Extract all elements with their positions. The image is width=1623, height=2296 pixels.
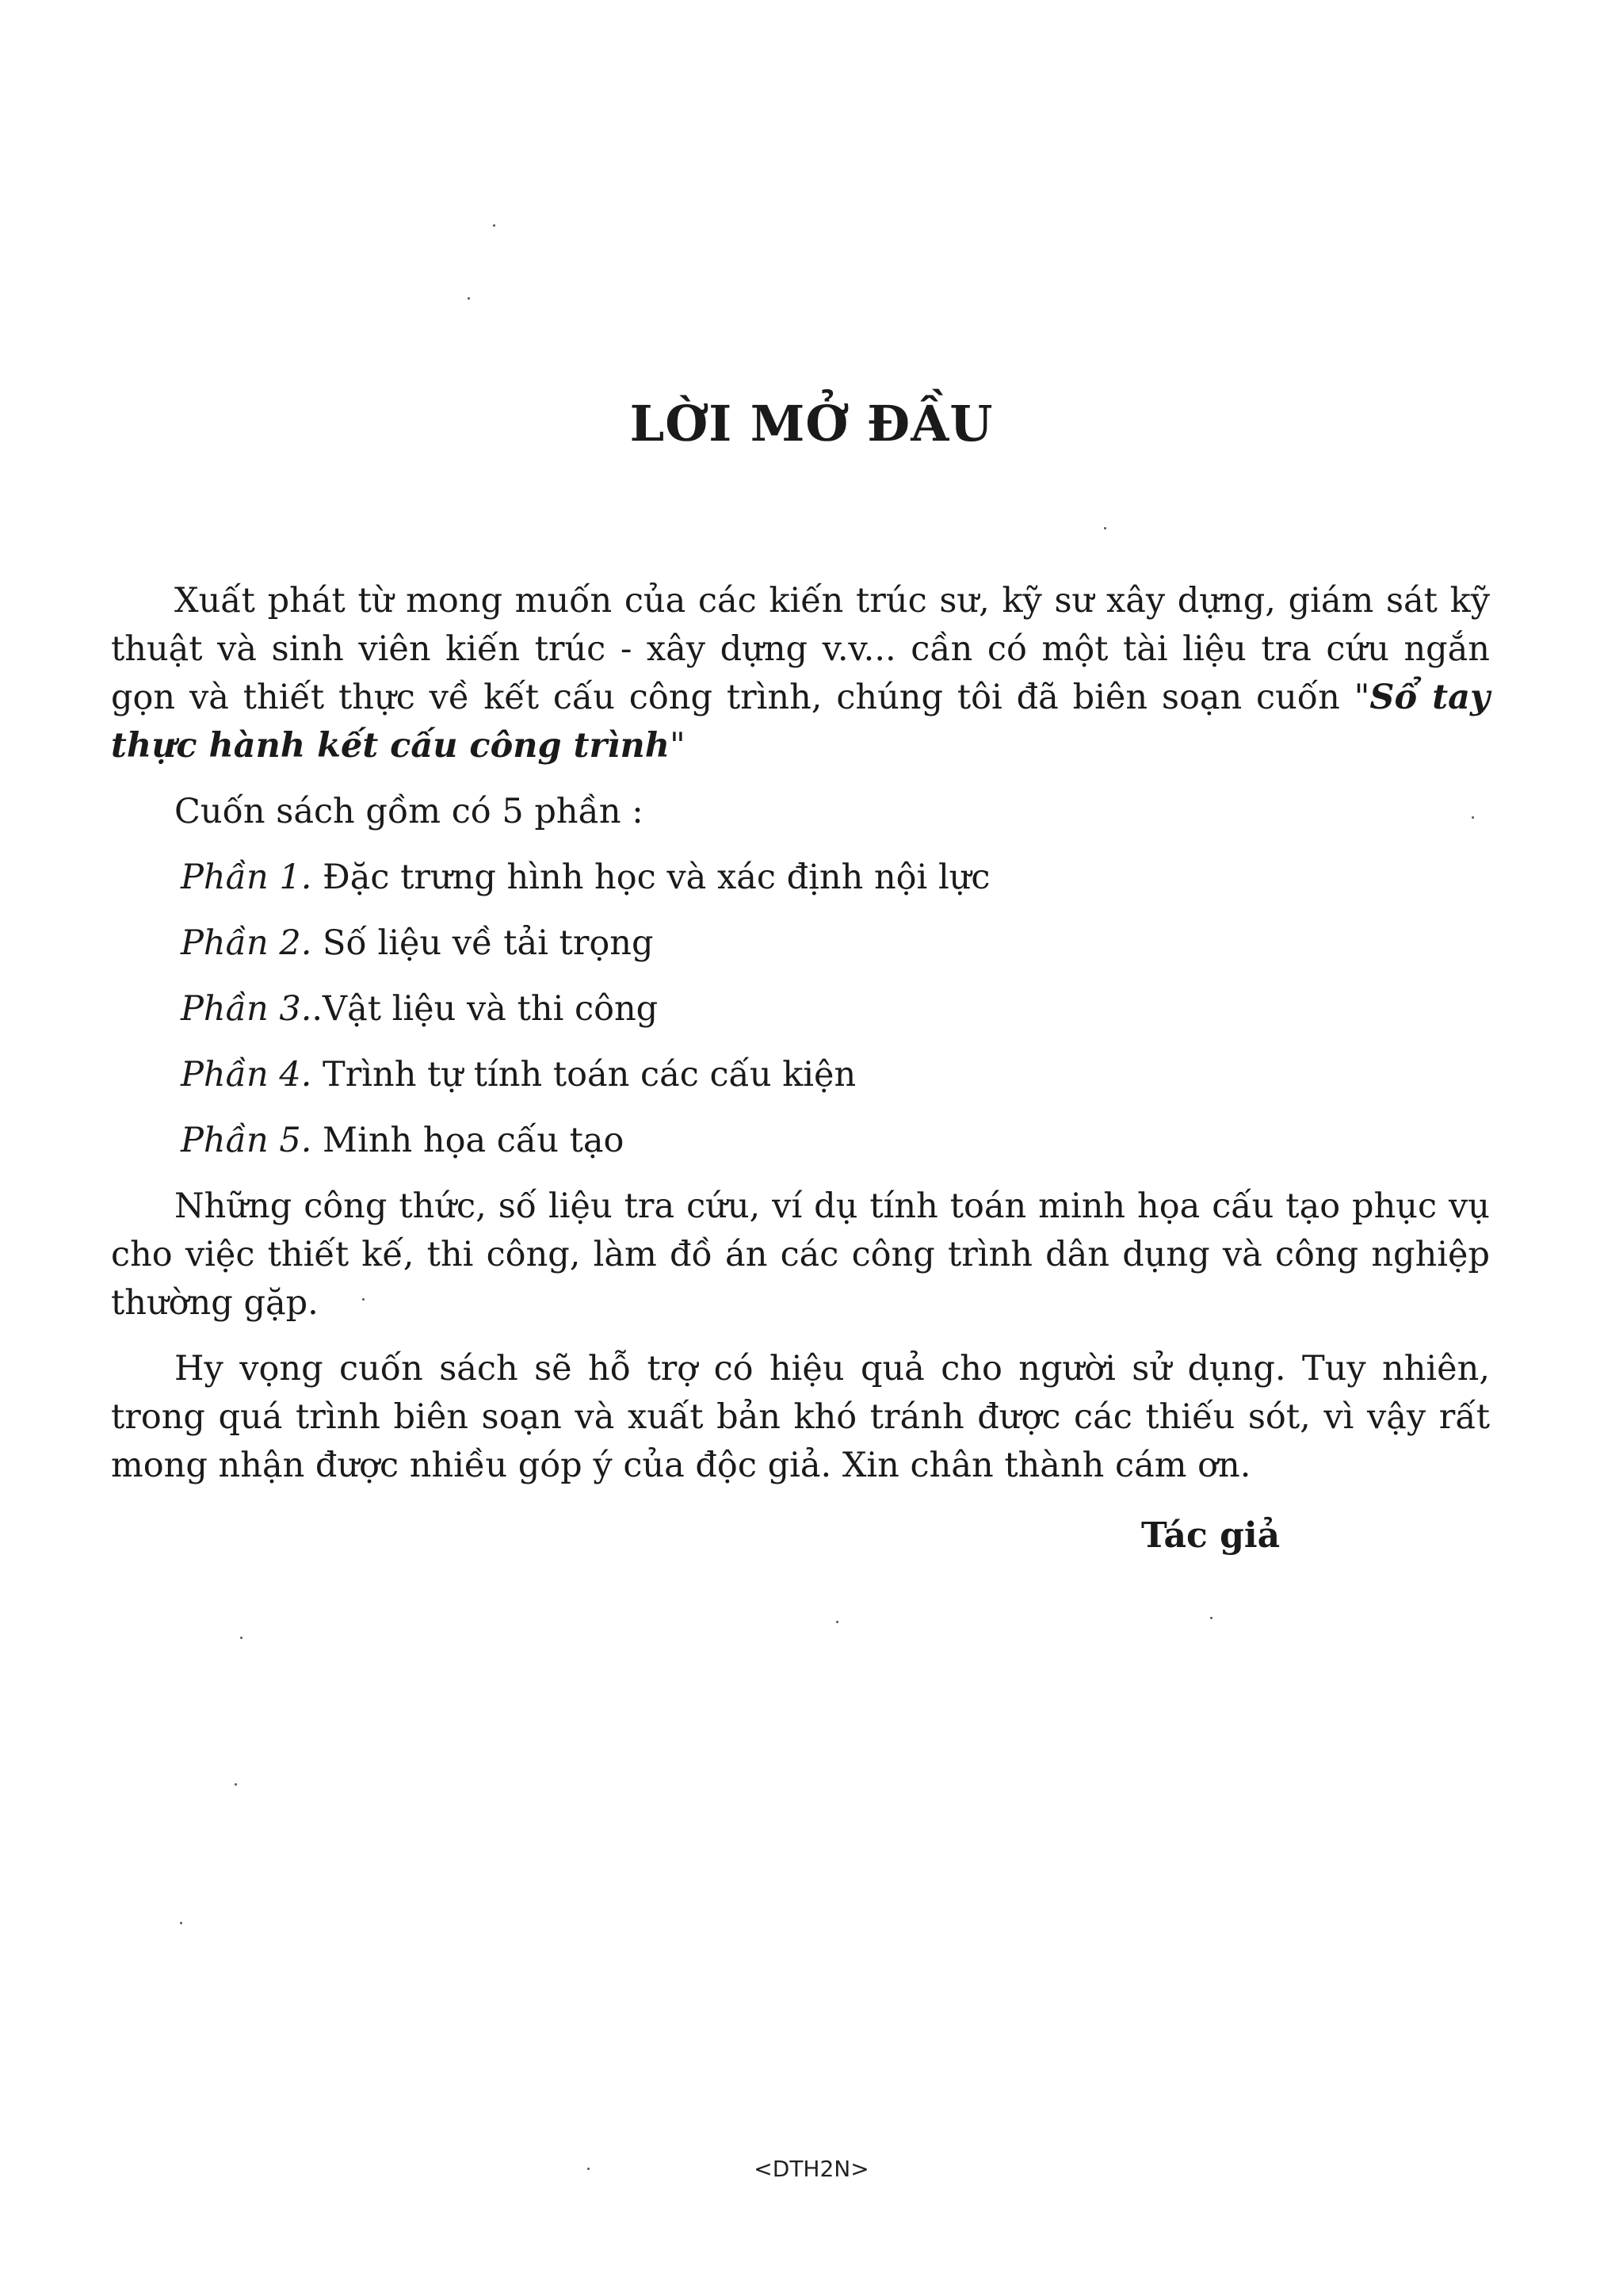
part-item-5 [111, 1117, 1490, 1165]
scan-speck [587, 2168, 590, 2170]
part-label: Phần 4. [181, 1055, 312, 1095]
scan-speck [362, 1298, 365, 1301]
part-label: Phần 2. [181, 923, 312, 963]
part-text: Trình tự tính toán các cấu kiện [311, 1055, 857, 1095]
book-title: Sổ tay thực hành kết cấu công trình [111, 678, 1490, 766]
parts-intro: Cuốn sách gồm có 5 phần : [174, 792, 643, 831]
scan-speck [1104, 527, 1106, 529]
part-text: Số liệu về tải trọng [311, 923, 654, 963]
scan-speck [468, 297, 470, 300]
paragraph-formulas: Những công thức, số liệu tra cứu, ví dụ tính toán minh họa cấu tạo phục vụ cho việc thiết kế, thi công, làm đồ án các công trình dân dụng và công nghiệp thường gặp. [111, 1186, 1490, 1323]
page-title: LỜI MỞ ĐẦU [629, 395, 994, 453]
intro-text-after: " [669, 726, 685, 766]
scan-speck [836, 1621, 838, 1623]
intro-paragraph [111, 577, 1490, 770]
part-text: .Vật liệu và thi công [311, 989, 659, 1029]
scan-speck [1472, 816, 1474, 819]
part-text: Minh họa cấu tạo [311, 1121, 624, 1160]
part-label: Phần 5. [181, 1121, 312, 1160]
page-footer: <DTH2N> [754, 2156, 869, 2182]
scan-speck [493, 224, 495, 227]
intro-text-before: Xuất phát từ mong muốn của các kiến trúc sư, kỹ sư xây dựng, giám sát kỹ thuật và sinh viên kiến trúc - xây dựng v.v... cần có một tài liệu tra cứu ngắn gọn và thiết thực về kết cấu công trình, chúng tôi đã biên soạn cuốn " [111, 581, 1490, 717]
preface-body [111, 577, 1490, 1490]
paragraph-hope: Hy vọng cuốn sách sẽ hỗ trợ có hiệu quả cho người sử dụng. Tuy nhiên, trong quá trình biên soạn và xuất bản khó tránh được các thiếu sót, vì vậy rất mong nhận được nhiều góp ý của độc giả. Xin chân thành cám ơn. [111, 1349, 1490, 1485]
part-item-4 [111, 1051, 1490, 1099]
scan-speck [180, 1922, 182, 1924]
part-item-2 [111, 919, 1490, 968]
scan-speck [235, 1783, 237, 1786]
scan-speck [1210, 1617, 1212, 1619]
part-text: Đặc trưng hình học và xác định nội lực [311, 858, 991, 897]
part-item-3 [111, 985, 1490, 1033]
scan-speck [240, 1637, 242, 1639]
part-item-1 [111, 854, 1490, 902]
part-label: Phần 3. [181, 989, 312, 1029]
author-signature: Tác giả [1141, 1515, 1281, 1556]
part-label: Phần 1. [181, 858, 312, 897]
